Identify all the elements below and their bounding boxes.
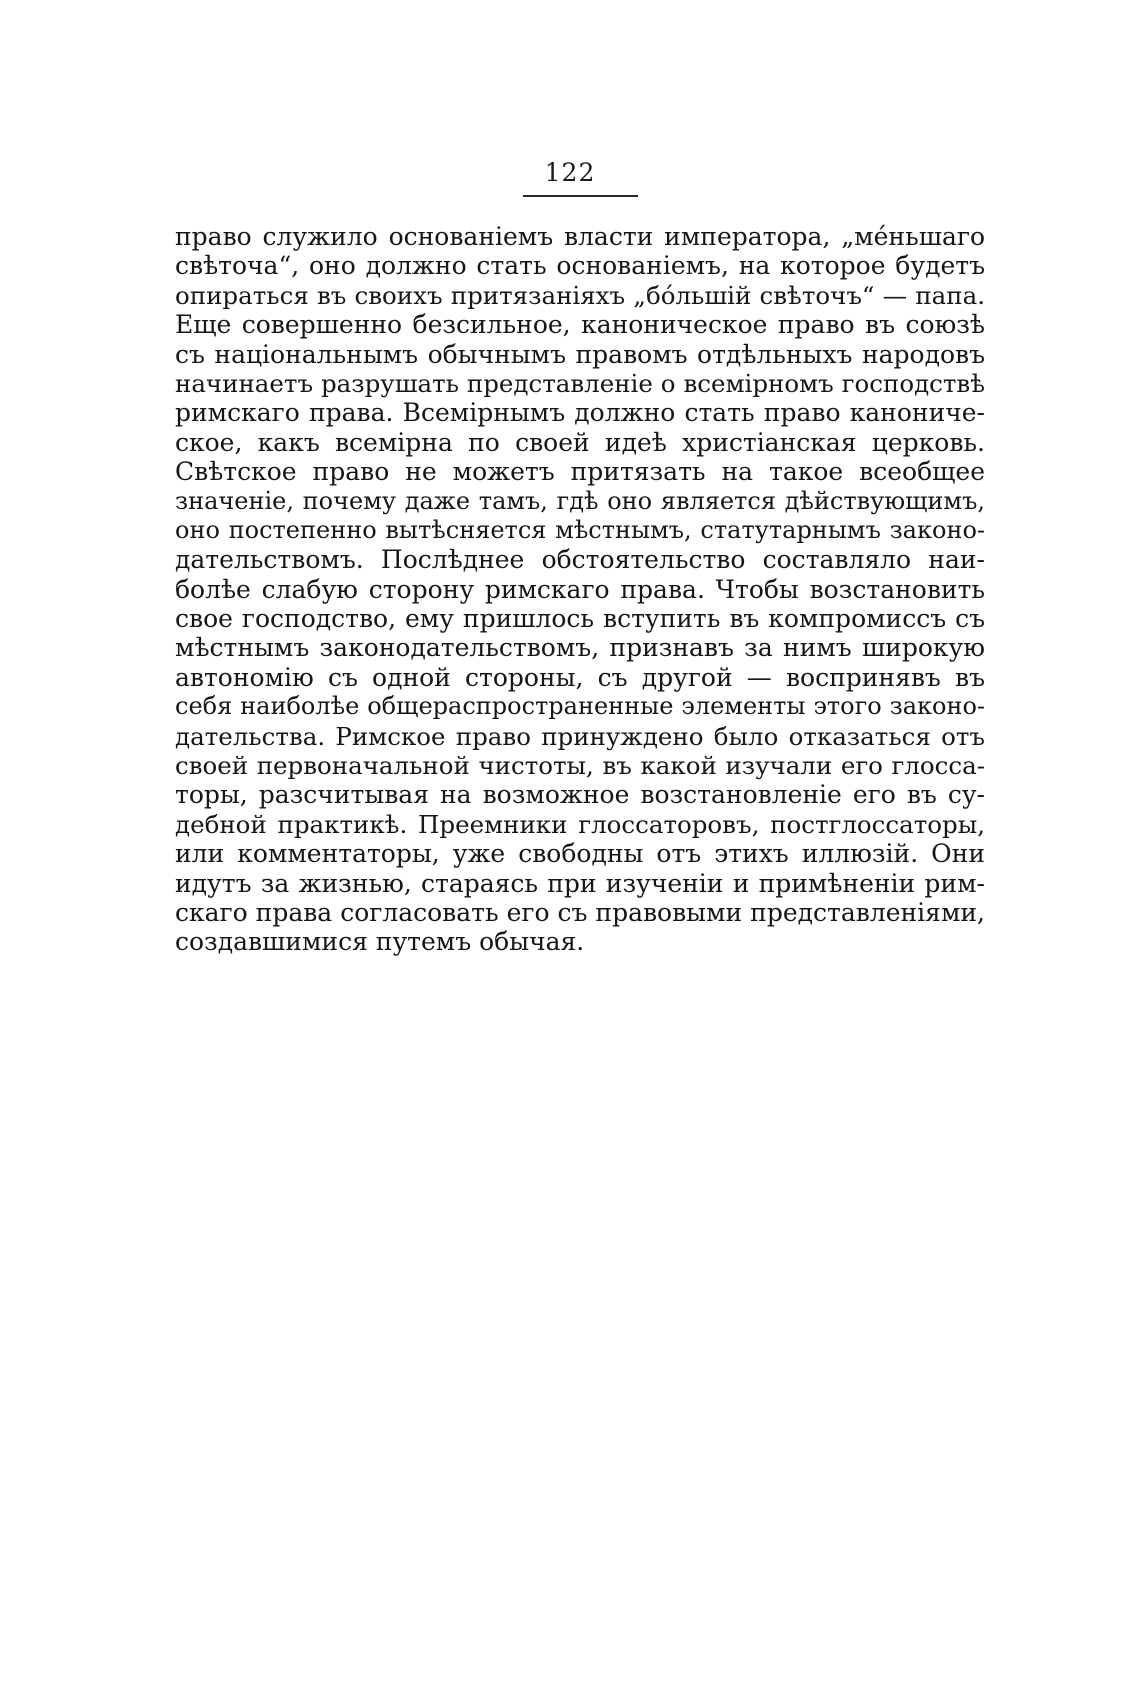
text-line: съ національнымъ обычнымъ правомъ отдѣльныхъ народовъ	[175, 339, 985, 369]
text-line: дебной практикѣ. Преемники глоссаторовъ, постглоссаторы,	[175, 809, 985, 839]
page-number-rule	[523, 195, 638, 197]
text-line: скаго права согласовать его съ правовыми представленіями,	[175, 897, 985, 927]
text-line: свѣточа“, оно должно стать основаніемъ, на которое будетъ	[175, 251, 985, 281]
body-paragraph	[175, 222, 985, 957]
text-line: идутъ за жизнью, стараясь при изученіи и примѣненіи рим-	[175, 868, 985, 898]
text-line: начинаетъ разрушать представленіе о всемірномъ господствѣ	[175, 368, 985, 398]
text-line: Еще совершенно безсильное, каноническое право въ союзѣ	[175, 310, 985, 340]
text-line: себя наиболѣе общераспространенные элементы этого законо-	[175, 692, 985, 721]
text-line: Свѣтское право не можетъ притязать на такое всеобщее	[175, 457, 985, 487]
text-line: торы, разсчитывая на возможное возстановленіе его въ су-	[175, 780, 985, 810]
text-line: оно постепенно вытѣсняется мѣстнымъ, статутарнымъ законо-	[175, 515, 985, 544]
text-line: мѣстнымъ законодательствомъ, признавъ за нимъ широкую	[175, 633, 985, 663]
page-number: 122	[544, 158, 596, 187]
text-line: болѣе слабую сторону римскаго права. Чтобы возстановить	[175, 574, 985, 604]
text-line: или комментаторы, уже свободны отъ этихъ иллюзій. Они	[175, 839, 985, 869]
text-line: дательствомъ. Послѣднее обстоятельство составляло наи-	[175, 545, 985, 575]
text-line: опираться въ своихъ притязаніяхъ „бо́льшій свѣточъ“ — папа.	[175, 280, 985, 310]
text-line: свое господство, ему пришлось вступить въ компромиссъ съ	[175, 604, 985, 634]
text-line: ское, какъ всемірна по своей идеѣ христіанская церковь.	[175, 427, 985, 457]
text-line: дательства. Римское право принуждено было отказаться отъ	[175, 721, 985, 751]
text-line: значеніе, почему даже тамъ, гдѣ оно является дѣйствующимъ,	[175, 486, 985, 515]
text-line-last: создавшимися путемъ обычая.	[175, 927, 585, 957]
text-line: право служило основаніемъ власти императора, „ме́ньшаго	[175, 222, 985, 251]
text-line: римскаго права. Всемірнымъ должно стать право канониче-	[175, 398, 985, 428]
text-line: автономію съ одной стороны, съ другой — воспринявъ въ	[175, 662, 985, 692]
text-line: своей первоначальной чистоты, въ какой изучали его глосса-	[175, 751, 985, 781]
